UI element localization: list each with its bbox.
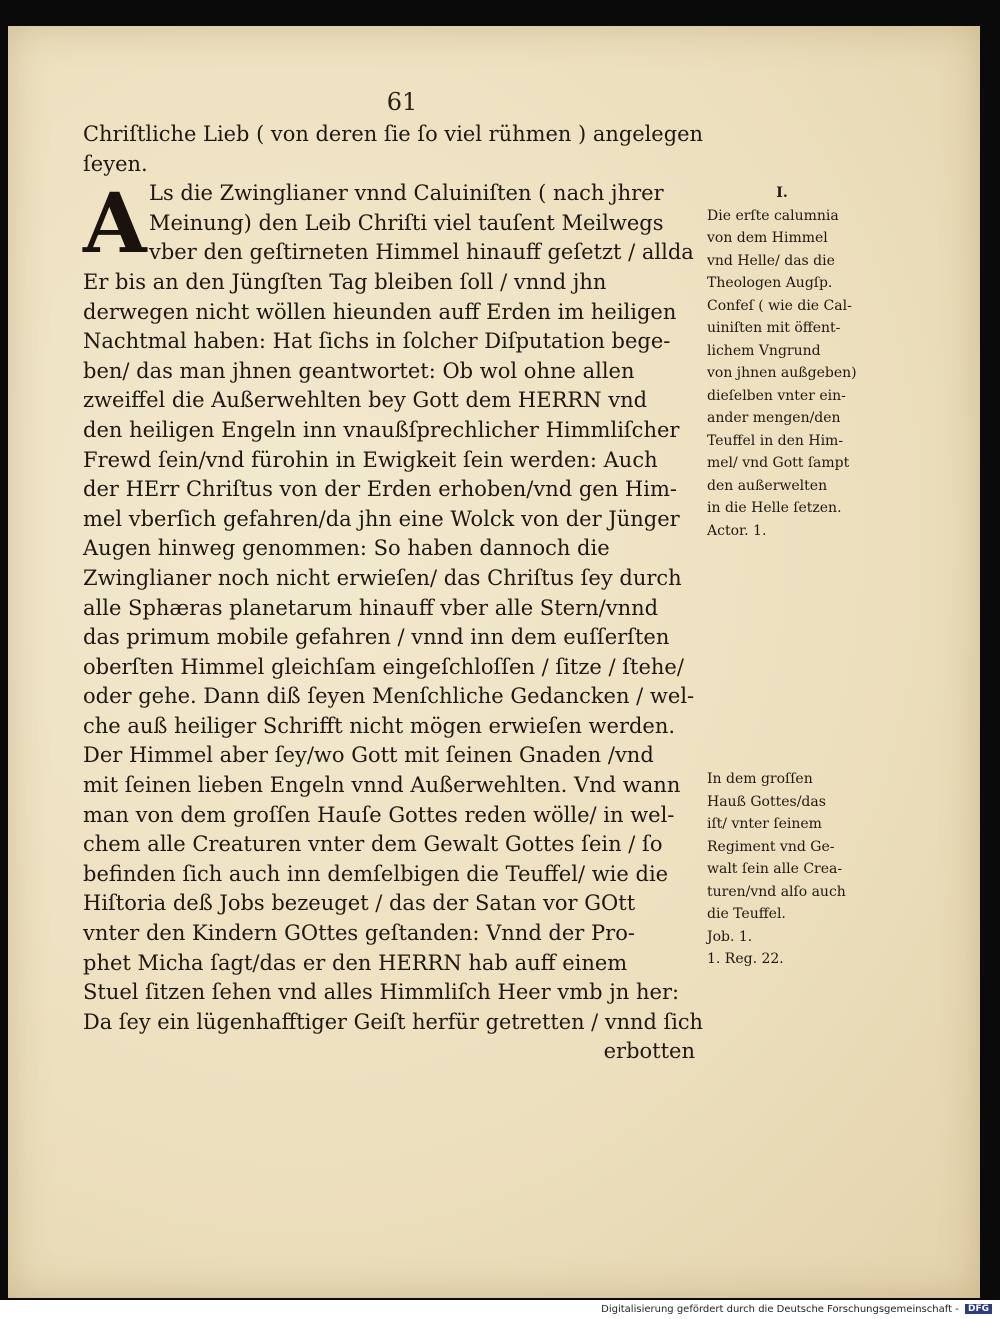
margin-line: In dem groſſen <box>707 771 813 787</box>
margin-line: mel/ vnd Gott ſampt <box>707 455 850 471</box>
margin-line: Job. 1. <box>707 928 753 945</box>
margin-line: vnd Helle/ das die <box>707 252 835 269</box>
text-line: Augen hinweg genommen: So haben dannoch die <box>83 536 610 561</box>
text-line: Meinung) den Leib Chriſti viel tauſent Meilwegs <box>149 210 664 235</box>
margin-line: in die Helle ſetzen. <box>707 500 842 516</box>
text-line: man von dem groſſen Hauſe Gottes reden wölle/ in wel- <box>83 802 675 827</box>
margin-line: uiniſten mit öffent- <box>707 320 841 336</box>
text-line: oder gehe. Dann diß ſeyen Menſchliche Gedancken / wel- <box>83 684 695 709</box>
text-line: zweiffel die Außerwehlten bey Gott dem HERRN vnd <box>83 388 648 413</box>
text-line: phet Micha ſagt/das er den HERRN hab auff einem <box>83 950 628 975</box>
text-line: Chriſtliche Lieb ( von deren ſie ſo viel rühmen ) angelegen <box>83 122 703 146</box>
text-line: ben/ das man jhnen geantwortet: Ob wol ohne allen <box>83 358 635 383</box>
text-line: vber den geſtirneten Himmel hinauff geſetzt / allda <box>149 240 694 265</box>
margin-line: Actor. 1. <box>707 522 767 539</box>
text-line: derwegen nicht wöllen hieunden auff Erden im heiligen <box>83 299 677 324</box>
catchword: erbotten <box>603 1039 695 1064</box>
footer-text: Digitalisierung gefördert durch die Deutsche Forschungsgemeinschaft - <box>601 1304 959 1315</box>
main-text-column <box>83 120 703 1067</box>
margin-line: Die erſte calumnia <box>707 207 839 224</box>
text-line: Da ſey ein lügenhafftiger Geiſt herfür getretten / vnnd ſich <box>83 1009 703 1034</box>
text-line: mit ſeinen lieben Engeln vnnd Außerwehlten. Vnd wann <box>83 773 681 798</box>
margin-line: walt ſein alle Crea- <box>707 861 843 877</box>
text-line: oberſten Himmel gleichſam eingeſchloſſen / ſitze / ſtehe/ <box>83 654 684 679</box>
margin-line: dieſelben vnter ein- <box>707 387 846 404</box>
dfg-logo-icon: DFG <box>965 1304 992 1314</box>
text-line: alle Sphæras planetarum hinauff vber alle Stern/vnnd <box>83 595 659 620</box>
margin-note-2 <box>707 768 897 971</box>
text-line: chem alle Creaturen vnter dem Gewalt Gottes ſein / ſo <box>83 832 663 857</box>
text-line: che auß heiliger Schrifft nicht mögen erwieſen werden. <box>83 713 676 738</box>
text-line: Hiſtoria deß Jobs bezeuget / das der Satan vor GOtt <box>83 891 636 916</box>
margin-line: Hauß Gottes/das <box>707 793 826 810</box>
margin-line: I. <box>776 185 788 201</box>
text-line: den heiligen Engeln inn vnaußſprechlicher Himmliſcher <box>83 417 680 442</box>
margin-line: von dem Himmel <box>707 230 828 246</box>
text-line: ſeyen. <box>83 151 148 176</box>
margin-line: Regiment vnd Ge- <box>707 838 835 855</box>
text-line: Zwinglianer noch nicht erwieſen/ das Chriſtus ſey durch <box>83 565 682 590</box>
margin-line: von jhnen außgeben) <box>707 365 857 381</box>
margin-line: lichem Vngrund <box>707 342 821 359</box>
margin-line: Theologen Augſp. <box>707 275 833 291</box>
margin-line: turen/vnd alſo auch <box>707 883 846 900</box>
drop-capital: A <box>83 176 147 272</box>
text-line: Ls die Zwinglianer vnnd Caluiniſten ( nach jhrer <box>149 181 664 206</box>
page-number: 61 <box>386 88 418 116</box>
margin-line: Confeſ ( wie die Cal- <box>707 297 852 314</box>
text-line: Der Himmel aber ſey/wo Gott mit ſeinen Gnaden /vnd <box>83 743 654 768</box>
text-line: der HErr Chriſtus von der Erden erhoben/vnd gen Him- <box>83 477 677 502</box>
margin-line: Teuffel in den Him- <box>707 432 844 449</box>
margin-line: ander mengen/den <box>707 410 841 426</box>
text-line: befinden ſich auch inn demſelbigen die Teuffel/ wie die <box>83 861 669 886</box>
text-line: Nachtmal haben: Hat ſichs in ſolcher Diſputation bege- <box>83 329 671 354</box>
text-line: Frewd ſein/vnd fürohin in Ewigkeit ſein werden: Auch <box>83 447 658 472</box>
margin-line: iſt/ vnter ſeinem <box>707 816 822 832</box>
margin-note-1 <box>707 182 897 542</box>
text-line: mel vberſich gefahren/da jhn eine Wolck von der Jünger <box>83 506 680 531</box>
margin-line: den außerwelten <box>707 477 828 494</box>
text-line: das primum mobile gefahren / vnnd inn dem euſſerſten <box>83 625 670 650</box>
text-line: vnter den Kindern GOttes geſtanden: Vnnd der Pro- <box>83 921 635 946</box>
text-line: Stuel ſitzen ſehen vnd alles Himmliſch Heer vmb jn her: <box>83 980 680 1005</box>
margin-line: 1. Reg. 22. <box>707 951 784 967</box>
text-line: Er bis an den Jüngſten Tag bleiben ſoll / vnnd jhn <box>83 269 607 294</box>
margin-line: die Teuffel. <box>707 906 786 922</box>
digitization-footer <box>601 1304 992 1315</box>
